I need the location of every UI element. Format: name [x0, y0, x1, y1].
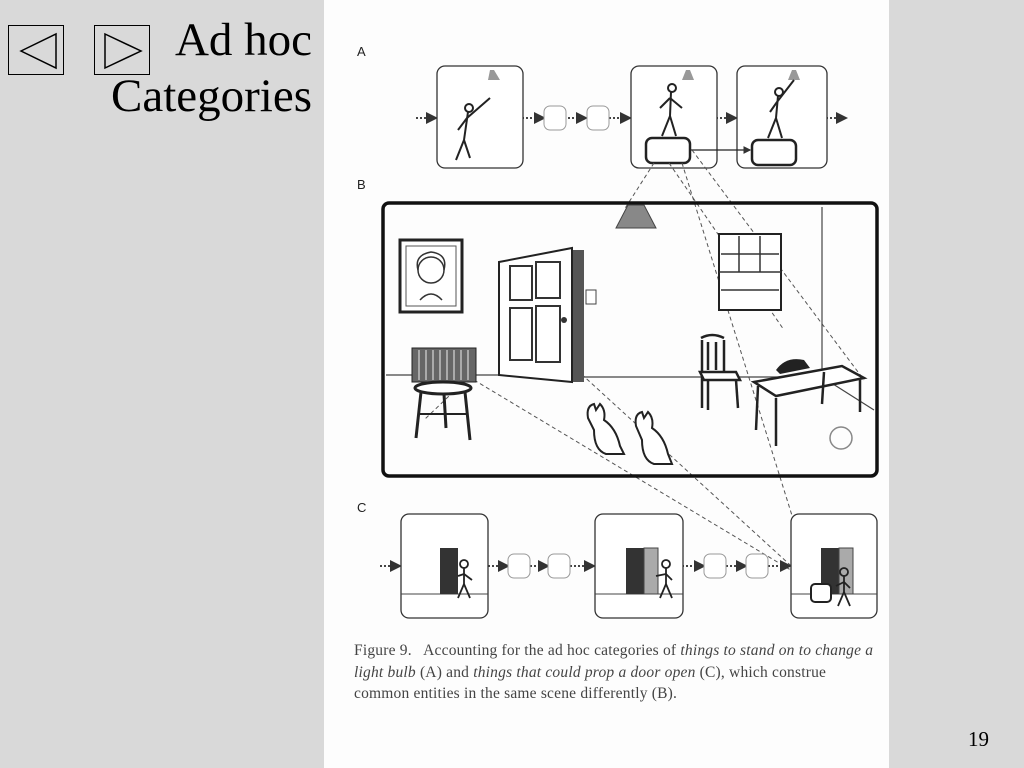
- slide-title: [12, 12, 312, 124]
- page-number: 19: [968, 727, 989, 751]
- title-line-1: Ad hoc: [174, 14, 312, 66]
- caption-italic-2: things that could prop a door open: [473, 663, 696, 681]
- panel-c: [380, 514, 877, 618]
- panel-c-label: C: [357, 500, 367, 515]
- caption-prefix: Figure 9.: [354, 642, 412, 659]
- caption-part-3: (C), which construe common entities in the same scene differently (B).: [354, 663, 827, 702]
- cats: [588, 404, 672, 464]
- caption-part-1: Accounting for the ad hoc categories of: [423, 642, 677, 659]
- caption-part-2: (A) and: [419, 663, 470, 681]
- caption-italic-1: things to stand on to change a light bulb: [354, 642, 874, 681]
- panel-b: [383, 203, 877, 476]
- panel-a: [416, 66, 846, 168]
- title-line-2: Categories: [111, 70, 312, 122]
- panel-b-label: B: [357, 177, 366, 192]
- figure-caption: [354, 640, 884, 705]
- figure-image: [324, 0, 889, 768]
- figure-illustration: [324, 0, 889, 640]
- panel-a-label: A: [357, 44, 366, 59]
